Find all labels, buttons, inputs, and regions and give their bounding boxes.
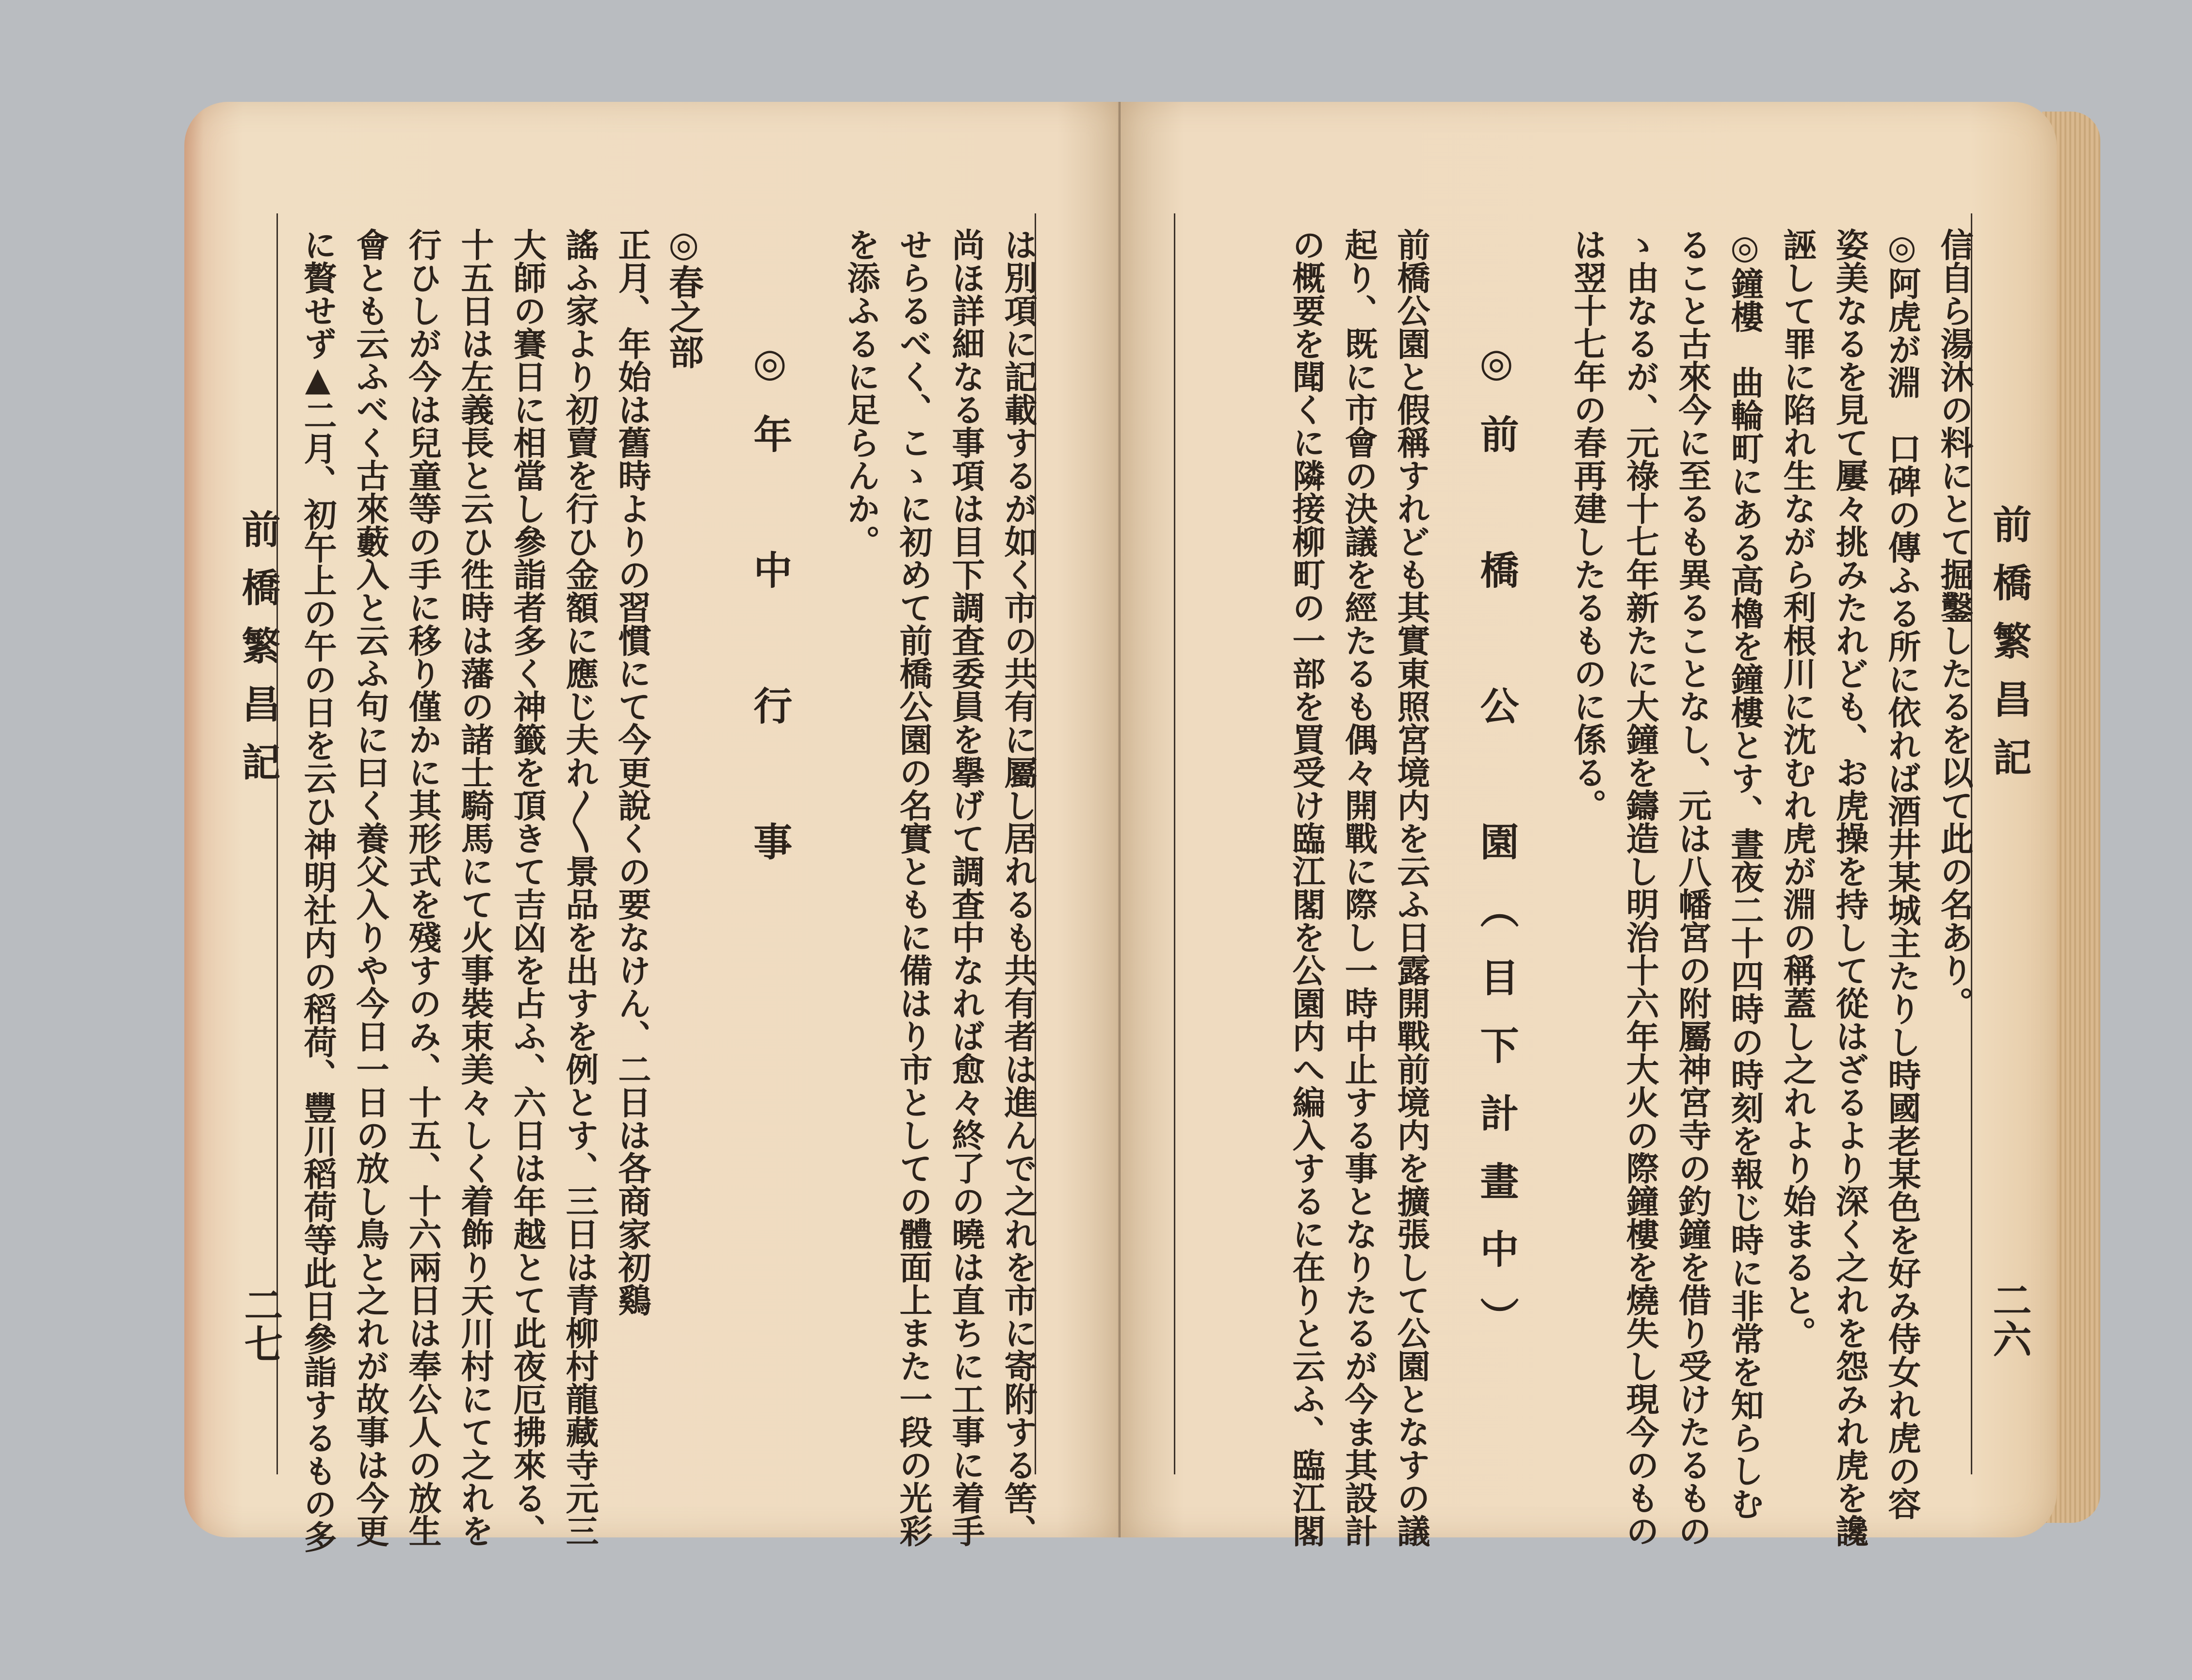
text-column: は別項に記載するが如く市の共有に屬し居れるも共有者は進んで之れを市に寄附する筈、 [999,228,1038,1547]
text-column: せらるべく、こゝに初めて前橋公園の名實ともに備はり市としての體面上また一段の光彩 [894,228,933,1547]
column-spacer [1434,213,1463,1474]
right-text-block [1174,213,1974,1547]
text-column: ること古來今に至るも異ることなし、元は八幡宮の附屬神宮寺の釣鐘を借り受けたるもの [1673,228,1712,1547]
column-spacer [796,213,825,1474]
text-column: ◎阿虎が淵 口碑の傳ふる所に依れば酒井某城主たりし時國老某色を好み侍女れ虎の容 [1883,228,1921,1520]
text-column: 起り、既に市會の決議を經たるも偶々開戰に際し一時中止する事となりたるが今ま其設計 [1339,228,1378,1547]
page-number-left: 二七 [238,1285,283,1363]
right-page [1120,102,2057,1547]
text-column: 會とも云ふべく古來藪入と云ふ句に曰く養父入りや今日一日の放し鳥と之れが故事は今更 [351,228,390,1547]
column-spacer [1523,213,1552,1474]
section-heading: ◎前 橋 公 園（目下計畫中） [1474,339,1519,1365]
page-number-right: 二六 [1986,1280,2032,1358]
running-title-right: 前橋繁昌記 [1986,504,2032,795]
text-column: の概要を聞くに隣接柳町の一部を買受け臨江閣を公園内へ編入するに在りと云ふ、臨江閣 [1287,228,1326,1547]
text-column: ◎鐘樓 曲輪町にある高櫓を鐘樓とす、晝夜二十四時の時刻を報じ時に非常を知らしむ [1725,228,1764,1520]
text-column: 正月、年始は舊時よりの習慣にて今更說くの要なけん、二日は各商家初鷄 [613,228,651,1316]
text-column: 大師の賽日に相當し參詣者多く神籤を頂きて吉凶を占ふ、六日は年越とて此夜厄拂來る、 [508,228,547,1547]
text-column: 前橋公園と假稱すれども其實東照宮境内を云ふ日露開戰前境内を擴張して公園となすの議 [1392,228,1430,1547]
left-text-block [276,213,1038,1553]
text-column: に贅せず▲二月、初午上の午の日を云ひ神明社内の稻荷、豐川稻荷等此日參詣するもの多 [298,228,337,1553]
text-column: 十五日は左義長と云ひ徃時は藩の諸士騎馬にて火事裝束美々しく着飾り天川村にて之れを [455,228,494,1547]
text-column: 謠ふ家より初賣を行ひ金額に應じ夫れ〳〵景品を出すを例とす、三日は青柳村龍藏寺元三 [560,228,599,1547]
left-page [184,102,1120,1553]
subsection-heading: ◎春之部 [663,223,704,369]
text-column: は翌十七年の春再建したるものに係る。 [1568,228,1607,822]
running-title-left: 前橋繁昌記 [235,509,281,800]
text-column: 尚ほ詳細なる事項は目下調査委員を擧げて調査中なれば愈々終了の曉は直ちに工事に着手 [946,228,985,1547]
text-column: 誣して罪に陷れ生ながら利根川に沈むれ虎が淵の稱蓋し之れより始まると。 [1778,228,1817,1349]
text-column: 信自ら湯沐の料にとて掘鑿したるを以て此の名あり。 [1935,228,1974,1019]
text-column: ゝ由なるが、元祿十七年新たに大鐘を鑄造し明治十六年大火の際鐘樓を燒失し現今のもの [1621,228,1659,1547]
column-spacer [708,213,737,1474]
text-column: 姿美なるを見て屢々挑みたれども、お虎操を持して從はざるより深く之れを怨みれ虎を讒 [1830,228,1869,1547]
open-book [184,82,2100,1567]
text-column: 行ひしが今は兒童等の手に移り僅かに其形式を殘すのみ、十五、十六兩日は奉公人の放生 [403,228,442,1547]
section-heading: ◎年 中 行 事 [747,339,793,889]
text-column: を添ふるに足らんか。 [842,228,880,558]
